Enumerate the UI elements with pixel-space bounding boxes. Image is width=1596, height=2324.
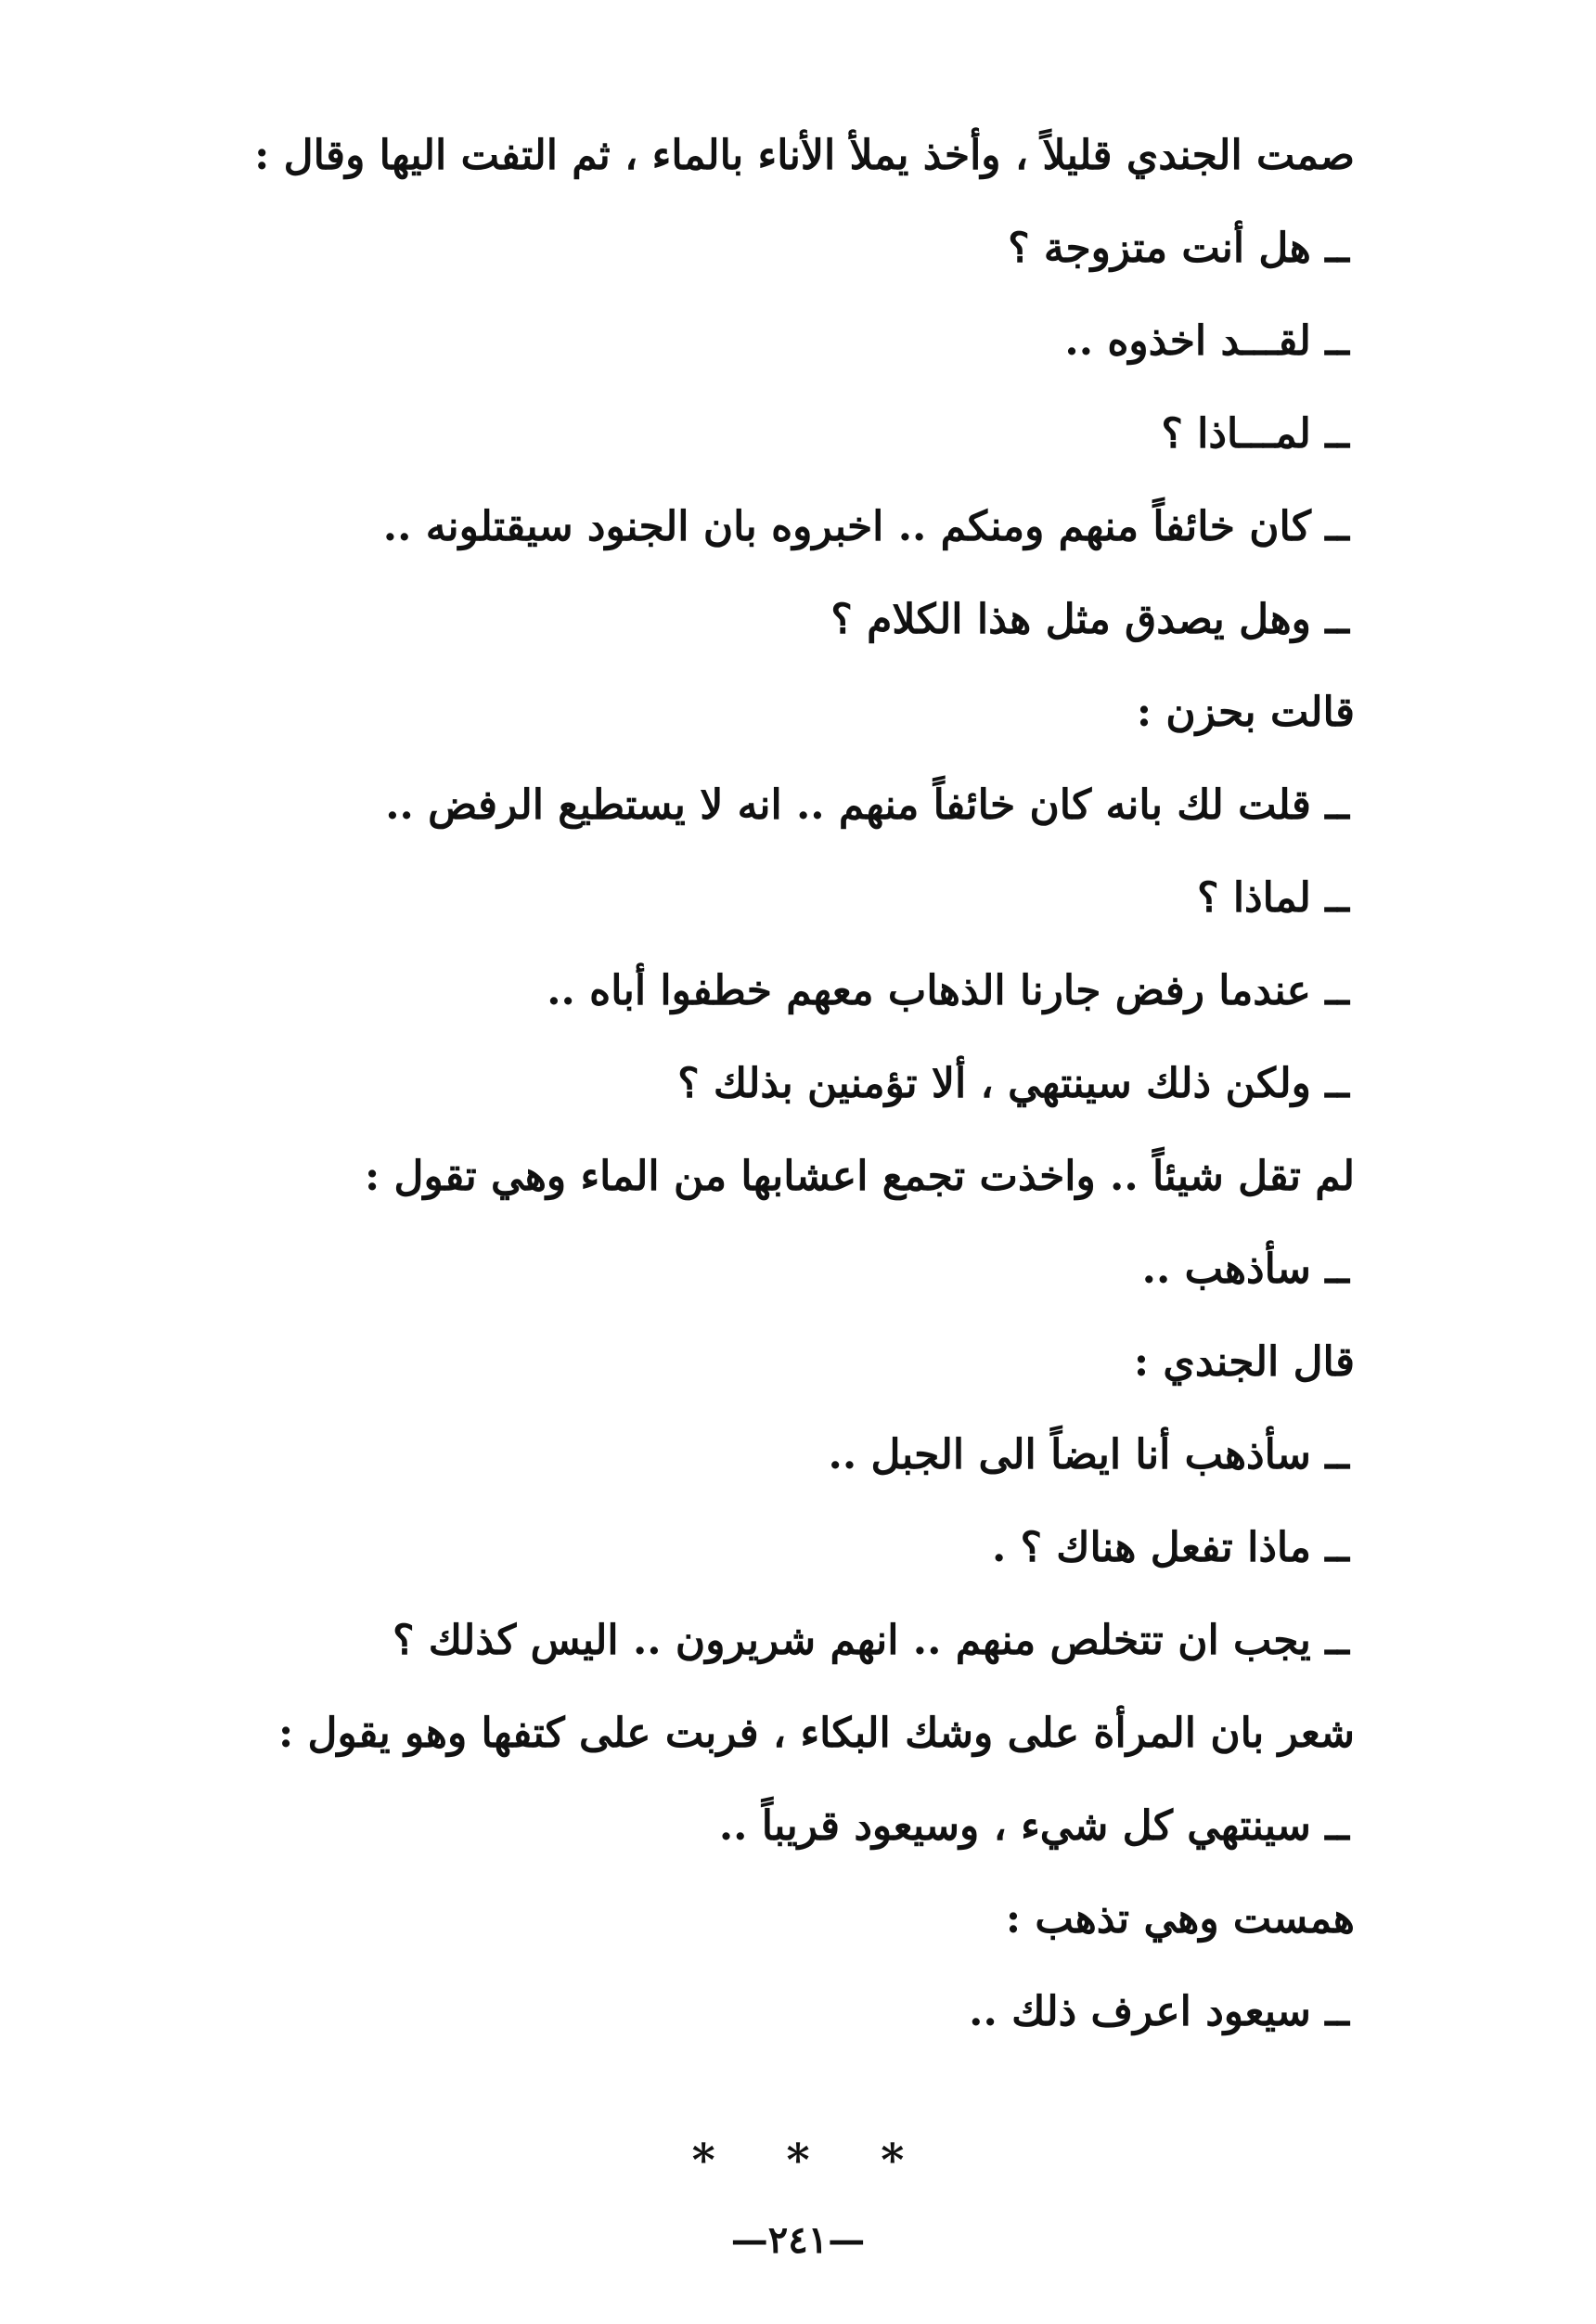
text-line-dialogue: ــ وهل يصدق مثل هذا الكلام ؟ [830,596,1349,643]
text-line-narration: لم تقل شيئاً .. واخذت تجمع اعشابها من الماء وهي تقول : [364,1153,1355,1200]
text-line-dialogue: ــ ماذا تفعل هناك ؟ . [991,1524,1349,1571]
text-line-dialogue: ــ يجب ان تتخلص منهم .. انهم شريرون .. اليس كذلك ؟ [393,1617,1349,1664]
text-line-narration: قال الجندي : [1133,1338,1355,1386]
text-line-dialogue: ــ ولكن ذلك سينتهي ، ألا تؤمنين بذلك ؟ [677,1060,1349,1107]
text-line-dialogue: ــ سينتهي كل شيء ، وسيعود قريباً .. [718,1802,1349,1850]
text-line-narration: قالت بحزن : [1136,689,1355,736]
text-line-dialogue: ــ سيعود اعرف ذلك .. [969,1988,1349,2035]
text-line-narration: صمت الجندي قليلاً ، وأخذ يملأ الأناء بالماء ، ثم التفت اليها وقال : [254,132,1355,179]
text-line-dialogue: ــ سأذهب .. [1141,1246,1349,1293]
text-line-dialogue: ــ كان خائفاً منهم ومنكم .. اخبروه بان الجنود سيقتلونه .. [382,503,1349,550]
text-line-dialogue: ــ قلت لك بانه كان خائفاً منهم .. انه لا يستطيع الرفض .. [385,781,1349,829]
section-separator: * * * [691,2135,905,2187]
page-number: —٢٤١— [730,2218,866,2262]
text-line-narration: شعر بان المرأة على وشك البكاء ، فربت على كتفها وهو يقول : [277,1710,1355,1757]
text-line-dialogue: ــ عندما رفض جارنا الذهاب معهم خطفوا أباه .. [547,967,1349,1014]
text-line-dialogue: ــ لقـــد اخذوه .. [1064,317,1349,365]
page-text [204,110,1355,2059]
text-line-dialogue: ــ سأذهب أنا ايضاً الى الجبل .. [828,1431,1349,1478]
text-line-dialogue: ــ هل أنت متزوجة ؟ [1008,225,1349,272]
text-line-dialogue: ــ لماذا ؟ [1197,874,1349,922]
text-line-dialogue: ــ لمـــاذا ؟ [1161,410,1349,458]
text-line-narration: همست وهي تذهب : [1005,1895,1355,1943]
